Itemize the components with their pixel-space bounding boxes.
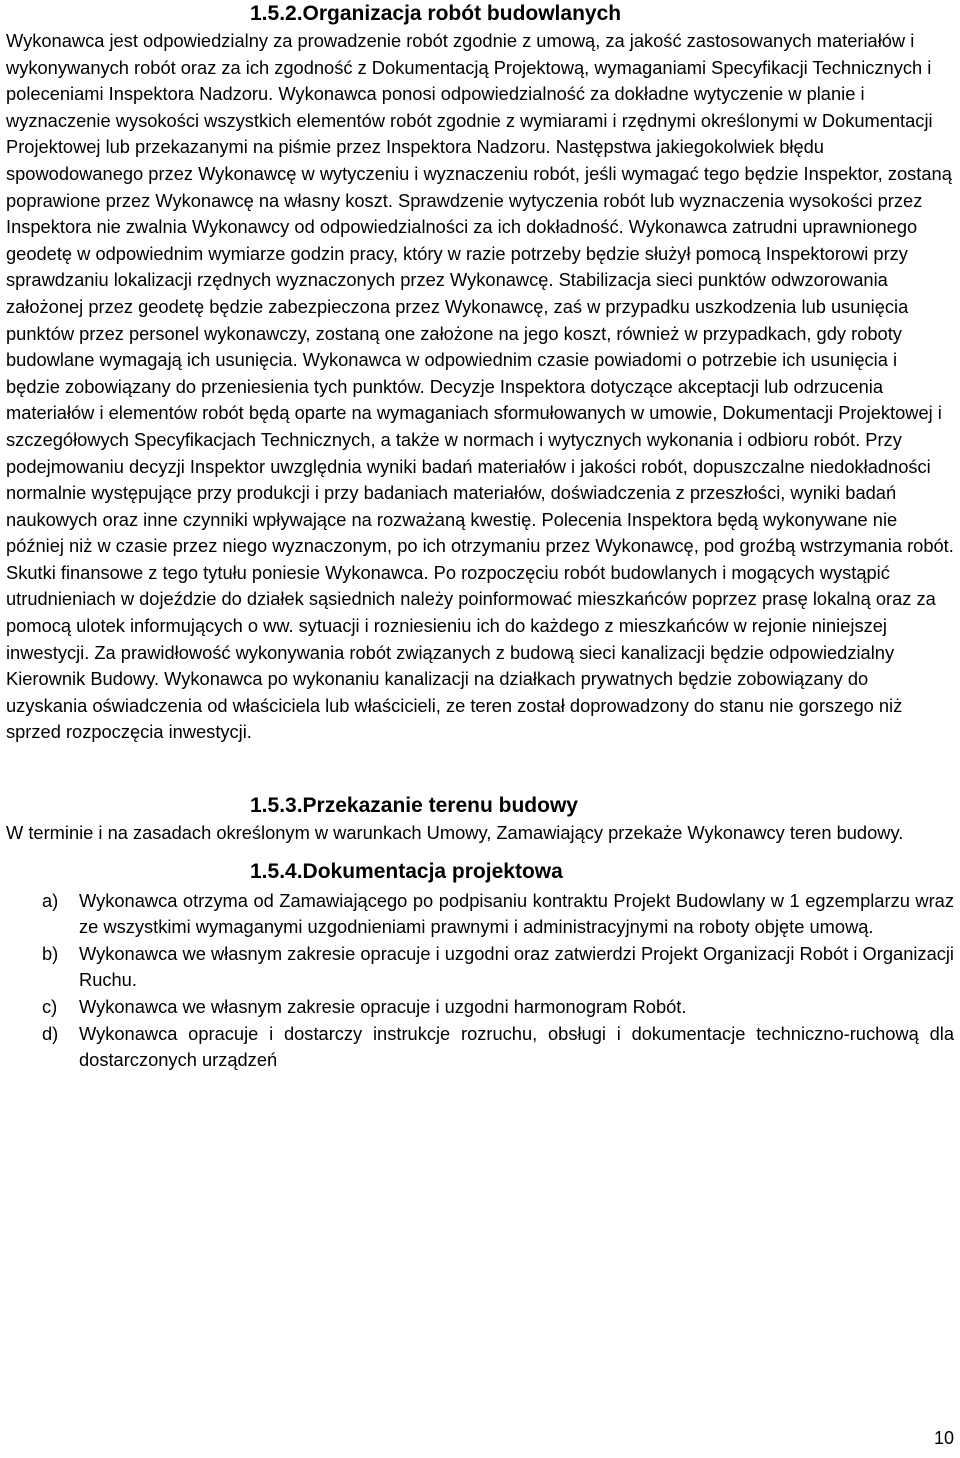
section-number: 1.5.2. <box>250 2 303 25</box>
section-number: 1.5.4. <box>250 859 303 883</box>
section-title: Organizacja robót budowlanych <box>302 2 622 25</box>
section-number: 1.5.3. <box>250 794 303 818</box>
list-marker: b) <box>42 942 59 964</box>
section-heading-1-5-3 <box>6 792 954 820</box>
requirements-list <box>6 888 954 1074</box>
section-body-1-5-3: W terminie i na zasadach określonym w warunkach Umowy, Zamawiający przekaże Wykonawcy teren budowy. <box>6 822 904 844</box>
document-page <box>6 0 954 1074</box>
section-title: Przekazanie terenu budowy <box>302 794 578 818</box>
page-number: 10 <box>933 1428 954 1448</box>
list-item-text: Wykonawca we własnym zakresie opracuje i uzgodni oraz zatwierdzi Projekt Organizacji Robót i Organizacji Ruchu. <box>79 942 954 991</box>
list-item-text: Wykonawca otrzyma od Zamawiającego po podpisaniu kontraktu Projekt Budowlany w 1 egzemplarzu wraz ze wszystkimi wymaganymi uzgodnieniami prawnymi i administracyjnymi na roboty objęte umową. <box>79 889 954 938</box>
list-marker: a) <box>42 889 59 911</box>
section-title: Dokumentacja projektowa <box>302 859 563 883</box>
list-marker: c) <box>42 996 58 1017</box>
list-item <box>6 994 954 1021</box>
list-marker: d) <box>42 1022 59 1044</box>
list-item-text: Wykonawca opracuje i dostarczy instrukcje rozruchu, obsługi i dokumentacje techniczno-ruchową dla dostarczonych urządzeń <box>79 1022 954 1071</box>
list-item <box>6 1021 954 1074</box>
section-heading-1-5-4 <box>6 858 954 886</box>
list-item-text: Wykonawca we własnym zakresie opracuje i uzgodni harmonogram Robót. <box>79 996 687 1017</box>
section-body-1-5-2: Wykonawca jest odpowiedzialny za prowadzenie robót zgodnie z umową, za jakość zastosowanych materiałów i wykonywanych robót oraz za ich zgodność z Dokumentacją Projektową, wymaganiami Specyfikacji Technicznych i poleceniami Inspektora Nadzoru. Wykonawca ponosi odpowiedzialność za dokładne wytyczenie w planie i wyznaczenie wysokości wszystkich elementów robót zgodnie z wymiarami i rzędnymi określonymi w Dokumentacji Projektowej lub przekazanymi na piśmie przez Inspektora Nadzoru. Następstwa jakiegokolwiek błędu spowodowanego przez Wykonawcę w wytyczeniu i wyznaczeniu robót, jeśli wymagać tego będzie Inspektor, zostaną poprawione przez Wykonawcę na własny koszt. Sprawdzenie wytyczenia robót lub wyznaczenia wysokości przez Inspektora nie zwalnia Wykonawcy od odpowiedzialności za ich dokładność. Wykonawca zatrudni uprawnionego geodetę w odpowiednim wymiarze godzin pracy, który w razie potrzeby będzie służył pomocą Inspektorowi przy sprawdzaniu lokalizacji rzędnych wyznaczonych przez Wykonawcę. Stabilizacja sieci punktów odwzorowania założonej przez geodetę będzie zabezpieczona przez Wykonawcę, zaś w przypadku uszkodzenia lub usunięcia punktów przez personel wykonawczy, zostaną one założone na jego koszt, również w przypadkach, gdy roboty budowlane wymagają ich usunięcia. Wykonawca w odpowiednim czasie powiadomi o potrzebie ich usunięcia i będzie zobowiązany do przeniesienia tych punktów. Decyzje Inspektora dotyczące akceptacji lub odrzucenia materiałów i elementów robót będą oparte na wymaganiach sformułowanych w umowie, Dokumentacji Projektowej i szczegółowych Specyfikacjach Technicznych, a także w normach i wytycznych wykonania i odbioru robót. Przy podejmowaniu decyzji Inspektor uwzględnia wyniki badań materiałów i jakości robót, dopuszczalne niedokładności normalnie występujące przy produkcji i przy badaniach materiałów, doświadczenia z przeszłości, wyniki badań naukowych oraz inne czynniki wpływające na rozważaną kwestię. Polecenia Inspektora będą wykonywane nie później niż w czasie przez niego wyznaczonym, po ich otrzymaniu przez Wykonawcę, pod groźbą wstrzymania robót. Skutki finansowe z tego tytułu poniesie Wykonawca. Po rozpoczęciu robót budowlanych i mogących wystąpić utrudnieniach w dojeździe do działek sąsiednich należy poinformować mieszkańców poprzez prasę lokalną oraz za pomocą ulotek informujących o ww. sytuacji i rozniesieniu ich do każdego z mieszkańców w rejonie niniejszej inwestycji. Za prawidłowość wykonywania robót związanych z budową sieci kanalizacji będzie odpowiedzialny Kierownik Budowy. Wykonawca po wykonaniu kanalizacji na działkach prywatnych będzie zobowiązany do uzyskania oświadczenia od właściciela lub właścicieli, ze teren został doprowadzony do stanu nie gorszego niż sprzed rozpoczęcia inwestycji. <box>6 30 954 743</box>
section-heading-1-5-2 <box>6 0 954 28</box>
list-item <box>6 888 954 941</box>
list-item <box>6 941 954 994</box>
